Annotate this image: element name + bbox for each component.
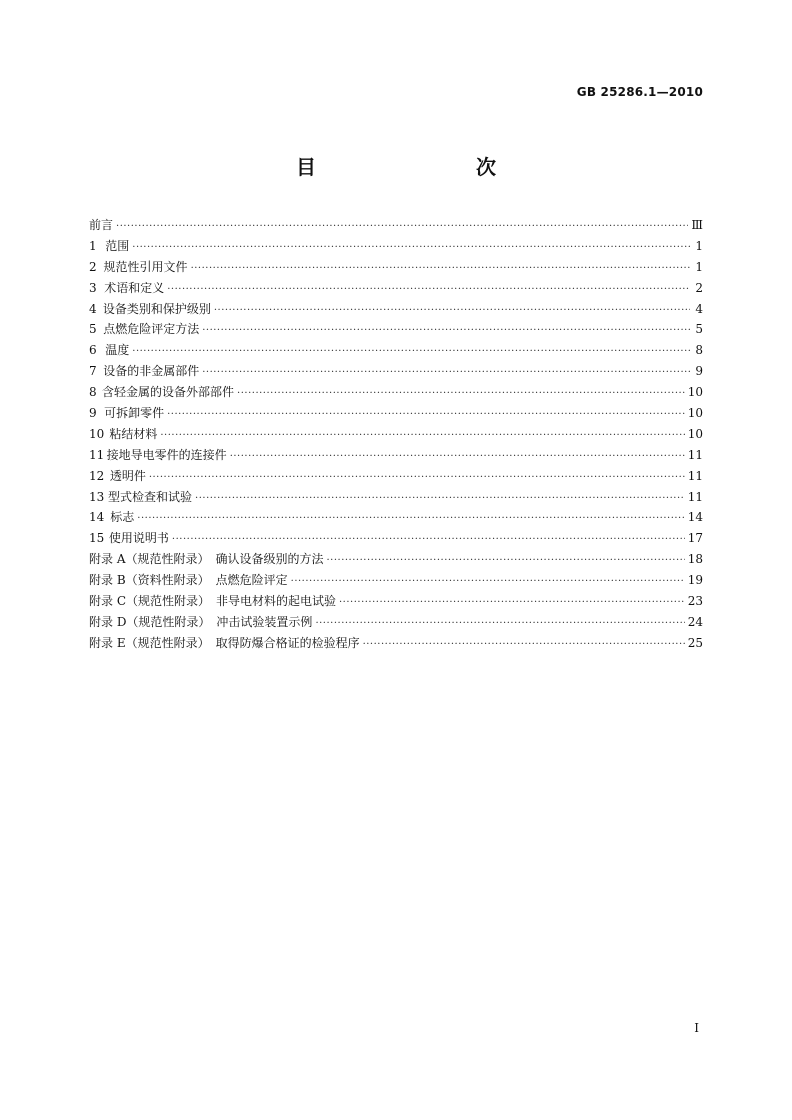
toc-entry-page: 18 (687, 552, 703, 567)
toc-entry-page: 10 (687, 385, 703, 400)
page-title: 目 次 (296, 155, 536, 179)
toc-entry-label: 含轻金属的设备外部部件 (102, 385, 235, 400)
toc-entry-page: 11 (687, 468, 703, 483)
toc-leader-dots (160, 426, 684, 447)
toc-leader-dots (237, 384, 685, 405)
toc-leader-dots (291, 572, 685, 593)
toc-entry-label: 标志 (110, 510, 135, 525)
toc-entry-label: 点燃危险评定方法 (103, 322, 200, 337)
toc-entry[interactable] (89, 257, 703, 278)
toc-entry-page: 17 (687, 531, 703, 546)
toc-entry-label: 设备类别和保护级别 (102, 301, 211, 316)
toc-entry-label: 前言 (89, 218, 114, 232)
page-number: I (694, 1021, 699, 1035)
toc-entry-number: 14 (89, 510, 105, 525)
toc-leader-dots (326, 551, 684, 572)
toc-leader-dots (116, 217, 688, 238)
toc-entry-page: 10 (687, 406, 703, 421)
toc-leader-dots (339, 593, 685, 614)
toc-entry-label: 透明件 (109, 468, 146, 483)
toc-entry-label: 附录 C（规范性附录） 非导电材料的起电试验 (89, 594, 336, 609)
toc-entry-page: 1 (695, 238, 703, 253)
toc-entry[interactable] (89, 403, 703, 424)
toc-entry-page: 11 (687, 447, 703, 462)
toc-entry-page: 11 (687, 489, 703, 504)
toc-entry-number: 3 (89, 280, 97, 295)
toc-leader-dots (230, 447, 685, 468)
toc-entry-number: 12 (89, 468, 105, 483)
toc-entry-page: 24 (687, 614, 703, 629)
toc-leader-dots (214, 301, 690, 322)
toc-entry-label: 术语和定义 (104, 280, 165, 295)
toc-entry-number: 11 (89, 447, 105, 462)
toc-entry-label: 附录 E（规范性附录） 取得防爆合格证的检验程序 (89, 635, 360, 650)
toc-entry[interactable] (89, 319, 703, 340)
toc-entry-label: 接地导电零件的连接件 (106, 447, 227, 462)
toc-entry-number: 1 (89, 238, 97, 253)
toc-entry-page: 4 (695, 301, 703, 316)
toc-entry-page: 9 (695, 364, 703, 379)
toc-entry[interactable] (89, 633, 703, 654)
toc-entry-number: 6 (89, 343, 97, 358)
toc-leader-dots (132, 342, 690, 363)
toc-entry-page: 19 (687, 573, 703, 588)
toc-entry[interactable] (89, 445, 703, 466)
toc-entry-page: Ⅲ (691, 218, 703, 232)
toc-leader-dots (315, 614, 684, 635)
toc-entry[interactable] (89, 570, 703, 591)
toc-entry[interactable] (89, 549, 703, 570)
toc-leader-dots (167, 280, 690, 301)
toc-entry[interactable] (89, 591, 703, 612)
toc-entry[interactable] (89, 466, 703, 487)
toc-entry-number: 7 (89, 364, 97, 379)
toc-entry-page: 23 (687, 594, 703, 609)
toc-entry-label: 附录 A（规范性附录） 确认设备级别的方法 (89, 552, 324, 567)
toc-leader-dots (191, 259, 690, 280)
toc-entry[interactable] (89, 528, 703, 549)
toc-entry-number: 15 (89, 531, 105, 546)
toc-entry-page: 14 (687, 510, 703, 525)
toc-leader-dots (202, 363, 690, 384)
toc-entry-page: 1 (695, 259, 703, 274)
toc-entry-label: 使用说明书 (108, 531, 169, 546)
toc-entry-number: 2 (89, 259, 97, 274)
toc-entry-page: 10 (687, 426, 703, 441)
toc-leader-dots (167, 405, 685, 426)
toc-leader-dots (172, 530, 685, 551)
toc-entry[interactable] (89, 361, 703, 382)
toc-entry[interactable] (89, 507, 703, 528)
toc-entry-number: 9 (89, 406, 97, 421)
toc-entry-label: 温度 (105, 343, 130, 358)
toc-entry-page: 2 (695, 280, 703, 295)
toc-leader-dots (363, 635, 685, 656)
toc-entry-page: 25 (687, 635, 703, 650)
toc-entry-number: 13 (89, 489, 105, 504)
toc-entry-label: 可拆卸零件 (104, 406, 165, 421)
toc-entry[interactable] (89, 487, 703, 508)
table-of-contents (89, 215, 703, 654)
toc-entry[interactable] (89, 424, 703, 445)
toc-leader-dots (137, 509, 684, 530)
toc-entry-number: 8 (89, 385, 97, 400)
toc-entry[interactable] (89, 278, 703, 299)
toc-entry-label: 设备的非金属部件 (103, 364, 200, 379)
toc-entry[interactable] (89, 340, 703, 361)
toc-entry-label: 型式检查和试验 (108, 489, 193, 504)
toc-entry-label: 粘结材料 (109, 426, 158, 441)
toc-entry-label: 规范性引用文件 (103, 259, 188, 274)
toc-entry-number: 4 (89, 301, 97, 316)
toc-entry-label: 附录 D（规范性附录） 冲击试验装置示例 (89, 614, 313, 629)
toc-entry-page: 5 (695, 322, 703, 337)
toc-entry[interactable] (89, 236, 703, 257)
toc-entry-page: 8 (695, 343, 703, 358)
toc-leader-dots (149, 468, 685, 489)
toc-entry-label: 附录 B（资料性附录） 点燃危险评定 (89, 573, 288, 588)
doc-code: GB 25286.1—2010 (576, 85, 703, 99)
toc-entry-label: 范围 (105, 238, 130, 253)
toc-leader-dots (132, 238, 690, 259)
toc-entry[interactable] (89, 215, 703, 236)
toc-leader-dots (195, 489, 685, 510)
toc-entry[interactable] (89, 612, 703, 633)
toc-entry[interactable] (89, 382, 703, 403)
toc-entry-number: 10 (89, 426, 105, 441)
toc-leader-dots (202, 321, 690, 342)
toc-entry[interactable] (89, 299, 703, 320)
toc-entry-number: 5 (89, 322, 97, 337)
